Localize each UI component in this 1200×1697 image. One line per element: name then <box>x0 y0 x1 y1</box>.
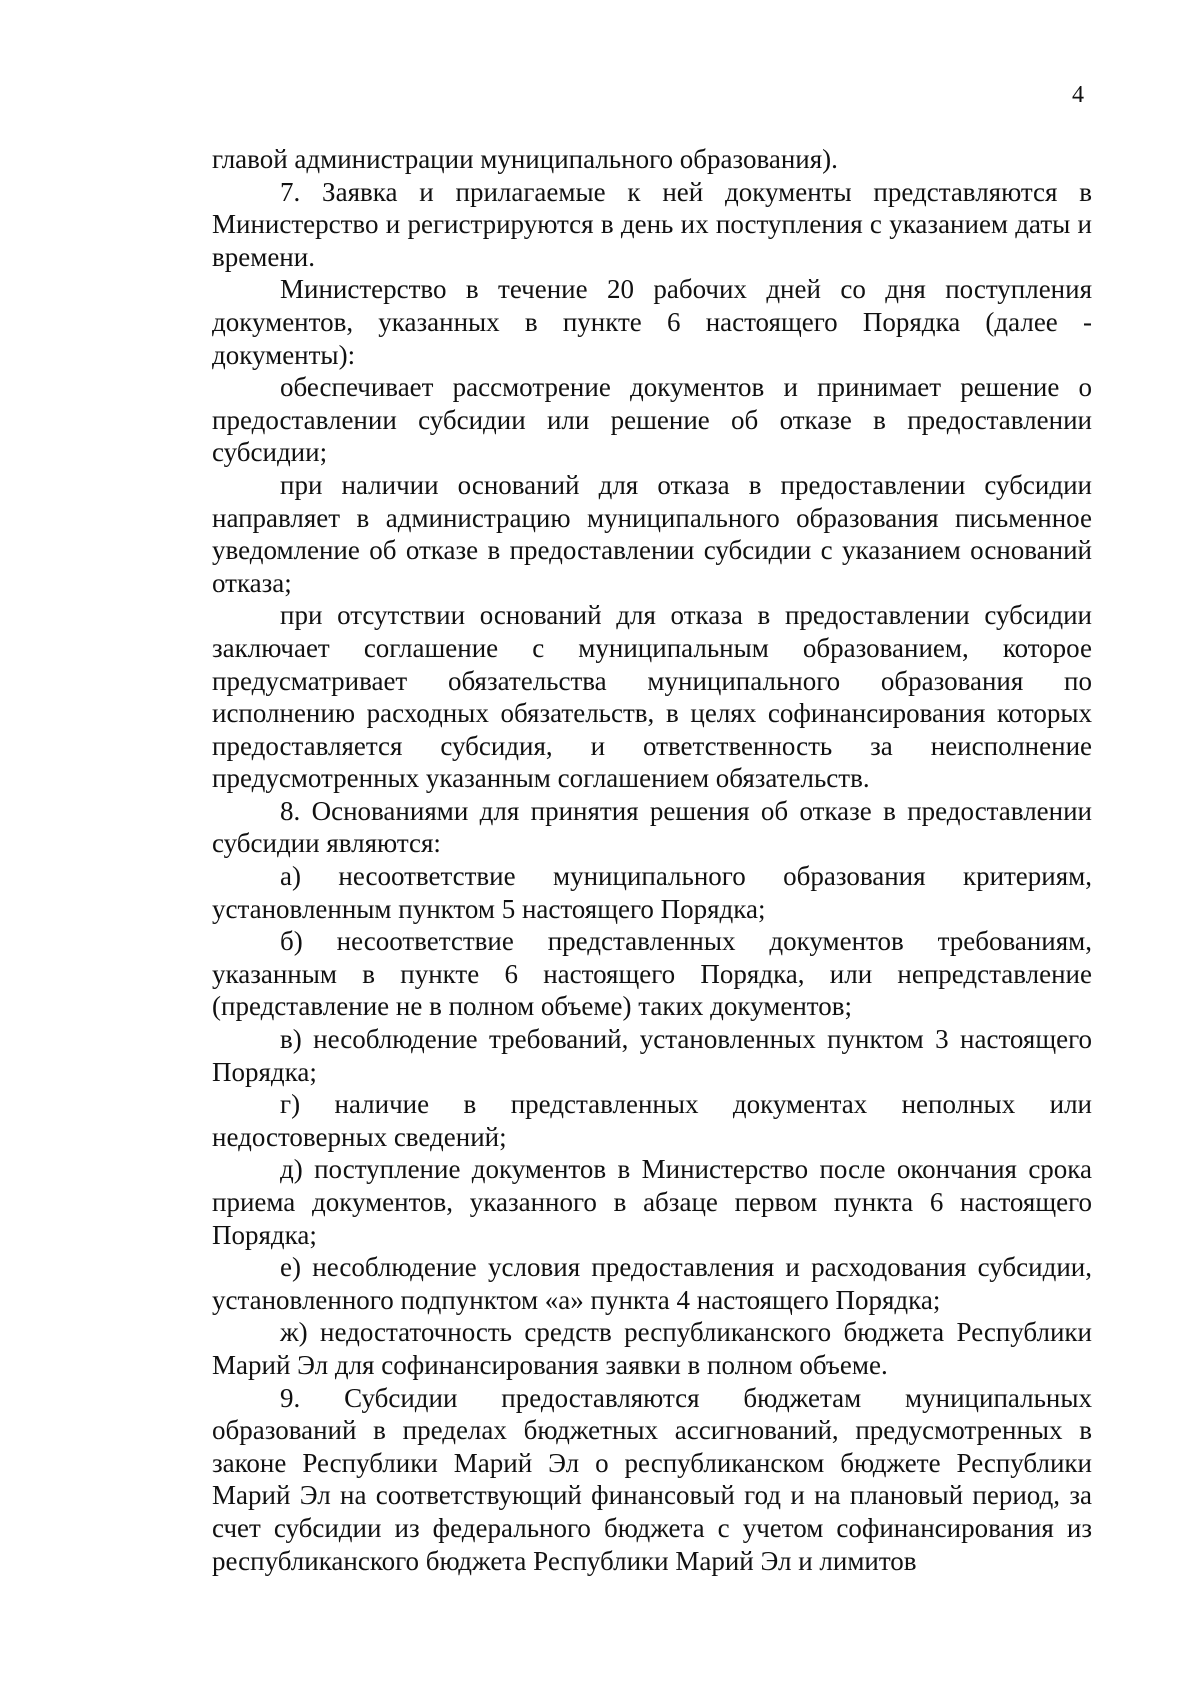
document-body <box>212 143 1092 1577</box>
paragraph: главой администрации муниципального образования). <box>212 144 838 174</box>
list-item: е) несоблюдение условия предоставления и расходования субсидии, установленного подпунктом «а» пункта 4 настоящего Порядка; <box>212 1252 1092 1315</box>
list-item: а) несоответствие муниципального образования критериям, установленным пунктом 5 настоящего Порядка; <box>212 861 1092 924</box>
list-item: г) наличие в представленных документах неполных или недостоверных сведений; <box>212 1089 1092 1152</box>
list-item: ж) недостаточность средств республиканского бюджета Республики Марий Эл для софинансирования заявки в полном объеме. <box>212 1317 1092 1380</box>
paragraph: 7. Заявка и прилагаемые к ней документы представляются в Министерство и регистрируются в день их поступления с указанием даты и времени. <box>212 176 1092 272</box>
list-item: д) поступление документов в Министерство после окончания срока приема документов, указанного в абзаце первом пункта 6 настоящего Порядка; <box>212 1154 1092 1250</box>
list-item: б) несоответствие представленных документов требованиям, указанным в пункте 6 настоящего Порядка, или непредставление (представление не в полном объеме) таких документов; <box>212 926 1092 1022</box>
page-number: 4 <box>1072 82 1084 108</box>
paragraph: 8. Основаниями для принятия решения об отказе в предоставлении субсидии являются: <box>212 795 1092 859</box>
paragraph: при наличии оснований для отказа в предоставлении субсидии направляет в администрацию муниципального образования письменное уведомление об отказе в предоставлении субсидии с указанием оснований отказа; <box>212 469 1092 598</box>
paragraph: 9. Субсидии предоставляются бюджетам муниципальных образований в пределах бюджетных ассигнований, предусмотренных в законе Республики Марий Эл о республиканском бюджете Республики Марий Эл на соответствующий финансовый год и на плановый период, за счет субсидии из федерального бюджета с учетом софинансирования из республиканского бюджета Республики Марий Эл и лимитов <box>212 1382 1092 1576</box>
paragraph: обеспечивает рассмотрение документов и принимает решение о предоставлении субсидии или решение об отказе в предоставлении субсидии; <box>212 372 1092 468</box>
paragraph: Министерство в течение 20 рабочих дней со дня поступления документов, указанных в пункте 6 настоящего Порядка (далее - документы): <box>212 274 1092 370</box>
paragraph: при отсутствии оснований для отказа в предоставлении субсидии заключает соглашение с муниципальным образованием, которое предусматривает обязательства муниципального образования по исполнению расходных обязательств, в целях софинансирования которых предоставляется субсидия, и ответственность за неисполнение предусмотренных указанным соглашением обязательств. <box>212 600 1092 794</box>
list-item: в) несоблюдение требований, установленных пунктом 3 настоящего Порядка; <box>212 1024 1092 1087</box>
